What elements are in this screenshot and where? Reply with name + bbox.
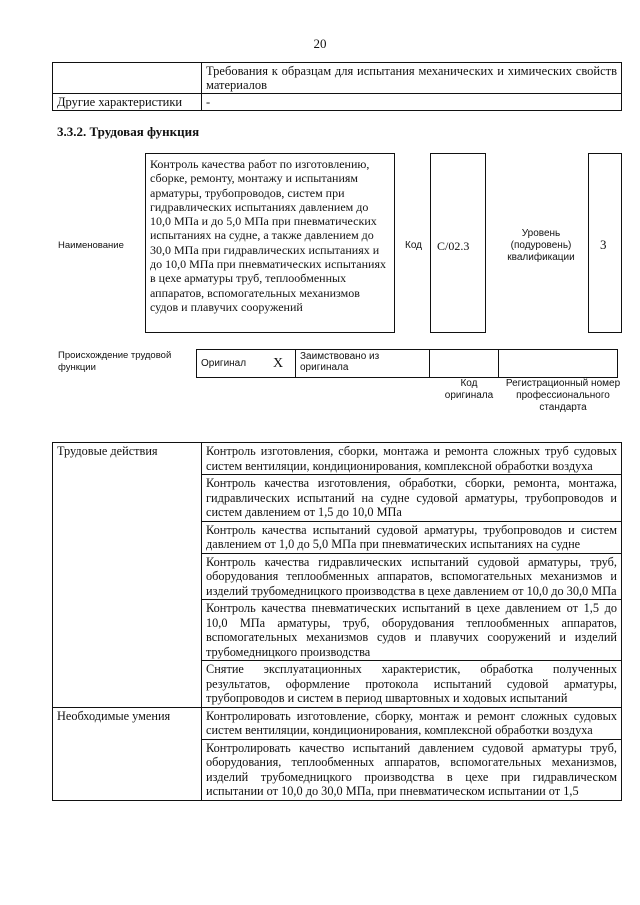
table-cell: Контроль качества гидравлических испытаний судовой арматуры, труб, оборудования теплообменных аппаратов, вспомогательных механизмов и изделий трубомедницкого производства в цехе давлением от 10,0 до 30,0 МПа <box>202 553 622 600</box>
table-row <box>53 94 622 111</box>
code-box <box>430 153 486 333</box>
table-row <box>53 63 622 94</box>
skills-label: Необходимые умения <box>53 707 202 800</box>
name-label: Наименование <box>58 240 124 251</box>
table-cell: Контроль качества пневматических испытаний в цехе давлением от 1,5 до 10,0 МПа арматуры, труб, оборудования теплообменных аппаратов, вспомогательных механизмов судов и плавучих сооружений и изделий трубомедницкого производства <box>202 600 622 661</box>
borrowed-label: Заимствовано из оригинала <box>296 350 430 378</box>
table-cell: - <box>202 94 622 111</box>
function-name-box: Контроль качества работ по изготовлению, сборке, ремонту, монтажу и испытаниям арматуры, трубопроводов, систем при гидравлических испытаниях давлением до 10,0 МПа и до 5,0 МПа при пневматических испытаниях на судне, а также давлением до 30,0 МПа при гидравлических испытаниях и до 10,0 МПа при пневматических испытаниях в цехе арматуры труб, теплообменных аппаратов, вспомогательных механизмов судов и плавучих сооружений <box>145 153 395 333</box>
original-label: Оригинал <box>197 350 262 378</box>
main-table <box>52 442 622 801</box>
table-row <box>53 443 622 475</box>
table-row <box>53 707 622 739</box>
level-label: Уровень (подуровень) квалификации <box>507 228 575 263</box>
labor-actions-label: Трудовые действия <box>53 443 202 708</box>
level-box <box>588 153 622 333</box>
code-label: Код <box>405 240 423 251</box>
code-original-label: Код оригинала <box>444 378 494 401</box>
table-row <box>197 350 618 378</box>
reg-number-cell <box>499 350 618 378</box>
original-mark: X <box>261 350 296 378</box>
table-cell: Снятие эксплуатационных характеристик, обработка полученных результатов, оформление протокола испытаний судовой арматуры, трубопроводов и систем в период швартовных и ходовых испытаний <box>202 661 622 708</box>
level-value: 3 <box>600 237 607 252</box>
table-cell: Контроль качества испытаний судовой арматуры, трубопроводов и систем давлением от 1,0 до 5,0 МПа при пневматических испытаниях на судне <box>202 521 622 553</box>
table-cell: Другие характеристики <box>53 94 202 111</box>
table-cell <box>53 63 202 94</box>
origin-table <box>196 349 618 378</box>
table-cell: Контролировать качество испытаний давлением судовой арматуры труб, оборудования, теплообменных аппаратов, вспомогательных механизмов, изделий трубомедницкого производства в цехе при гидравлическом испытании от 10,0 до 30,0 МПа, при пневматическом испытании от 1,5 <box>202 739 622 800</box>
code-value: С/02.3 <box>437 239 470 253</box>
page-number: 20 <box>313 36 327 51</box>
reg-number-label: Регистрационный номер профессионального стандарта <box>505 378 621 413</box>
top-table <box>52 62 622 111</box>
table-cell: Контролировать изготовление, сборку, монтаж и ремонт сложных судовых систем вентиляции, кондиционирования, комплексной обработки воздуха <box>202 707 622 739</box>
origin-label: Происхождение трудовой функции <box>58 350 172 373</box>
table-cell: Требования к образцам для испытания механических и химических свойств материалов <box>202 63 622 94</box>
code-original-cell <box>430 350 499 378</box>
table-cell: Контроль изготовления, сборки, монтажа и ремонта сложных труб судовых систем вентиляции, кондиционирования, комплексной обработки воздуха <box>202 443 622 475</box>
section-heading: 3.3.2. Трудовая функция <box>57 124 200 139</box>
table-cell: Контроль качества изготовления, обработки, сборки, ремонта, монтажа, гидравлических испытаний на судне судовой арматуры, трубопроводов и систем давлением от 1,5 до 10,0 МПа <box>202 475 622 522</box>
